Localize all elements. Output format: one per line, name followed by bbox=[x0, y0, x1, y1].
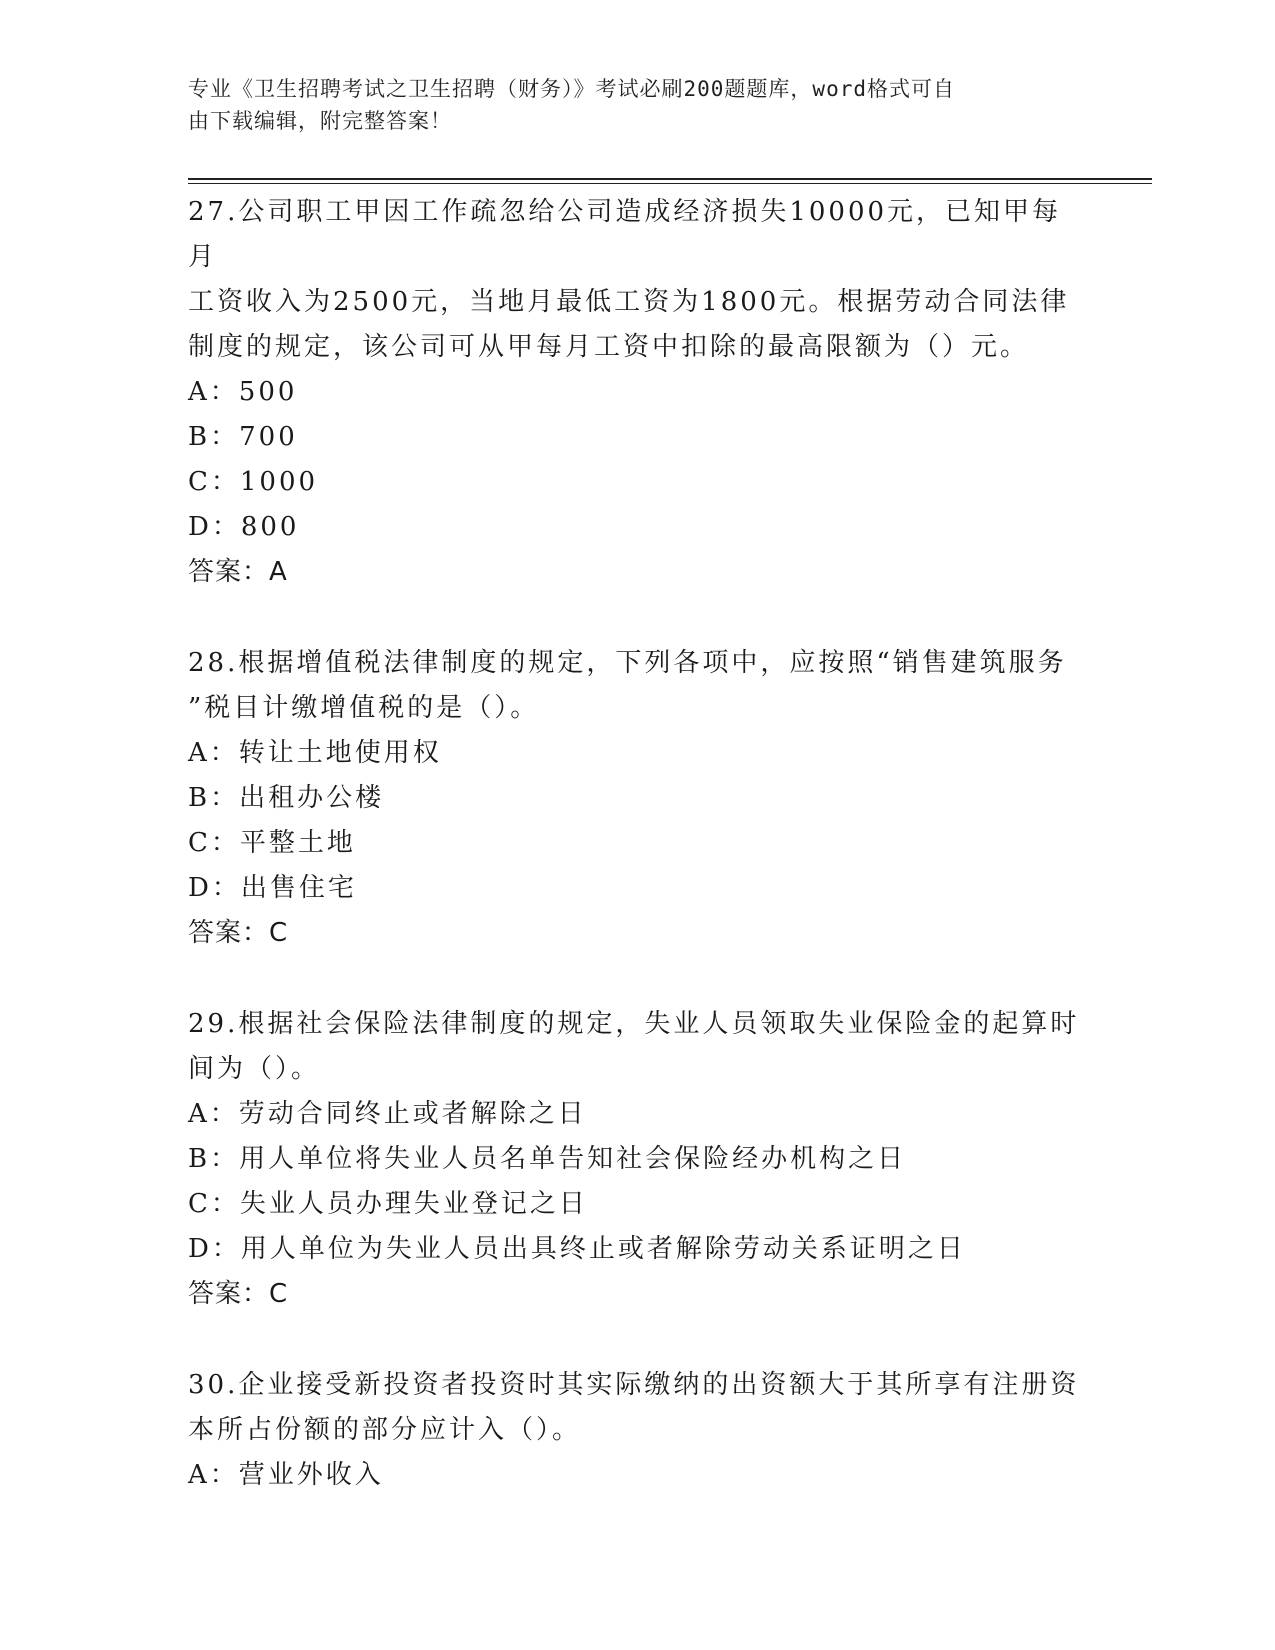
document-header bbox=[188, 73, 1068, 137]
question-stem-line: 本所占份额的部分应计入（）。 bbox=[188, 1415, 582, 1445]
option-b: B：700 bbox=[188, 422, 298, 452]
question-28 bbox=[188, 641, 1088, 956]
option-b: B：出租办公楼 bbox=[188, 783, 385, 813]
option-d: D：用人单位为失业人员出具终止或者解除劳动关系证明之日 bbox=[188, 1234, 966, 1264]
answer-line: 答案：A bbox=[188, 557, 288, 587]
answer-line: 答案：C bbox=[188, 918, 289, 948]
question-stem-line: 27.公司职工甲因工作疏忽给公司造成经济损失10000元，已知甲每月 bbox=[188, 197, 1062, 272]
question-stem-line: ”税目计缴增值税的是（）。 bbox=[188, 693, 540, 723]
option-c: C：1000 bbox=[188, 467, 319, 497]
option-c: C：平整土地 bbox=[188, 828, 356, 858]
header-divider-thick bbox=[188, 178, 1152, 180]
option-b: B：用人单位将失业人员名单告知社会保险经办机构之日 bbox=[188, 1144, 907, 1174]
header-title-line-1: 专业《卫生招聘考试之卫生招聘（财务）》考试必刷200题题库，word格式可自 bbox=[188, 77, 955, 101]
question-stem-line: 28.根据增值税法律制度的规定，下列各项中，应按照“销售建筑服务 bbox=[188, 648, 1067, 678]
header-title-line-2: 由下载编辑，附完整答案！ bbox=[188, 109, 452, 133]
question-29 bbox=[188, 1002, 1088, 1317]
question-stem-line: 间为（）。 bbox=[188, 1054, 321, 1084]
question-30 bbox=[188, 1363, 1088, 1498]
question-27 bbox=[188, 190, 1088, 595]
option-a: A：营业外收入 bbox=[188, 1460, 384, 1490]
option-a: A：劳动合同终止或者解除之日 bbox=[188, 1099, 587, 1129]
header-divider-thin bbox=[188, 183, 1152, 184]
answer-line: 答案：C bbox=[188, 1279, 289, 1309]
question-stem-line: 制度的规定，该公司可从甲每月工资中扣除的最高限额为（）元。 bbox=[188, 332, 1030, 362]
question-stem-line: 工资收入为2500元，当地月最低工资为1800元。根据劳动合同法律 bbox=[188, 287, 1070, 317]
option-d: D：800 bbox=[188, 512, 300, 542]
option-d: D：出售住宅 bbox=[188, 873, 357, 903]
option-a: A：500 bbox=[188, 377, 298, 407]
question-list bbox=[188, 190, 1088, 1544]
option-c: C：失业人员办理失业登记之日 bbox=[188, 1189, 588, 1219]
option-a: A：转让土地使用权 bbox=[188, 738, 442, 768]
question-stem-line: 29.根据社会保险法律制度的规定，失业人员领取失业保险金的起算时 bbox=[188, 1009, 1080, 1039]
question-stem-line: 30.企业接受新投资者投资时其实际缴纳的出资额大于其所享有注册资 bbox=[188, 1370, 1080, 1400]
